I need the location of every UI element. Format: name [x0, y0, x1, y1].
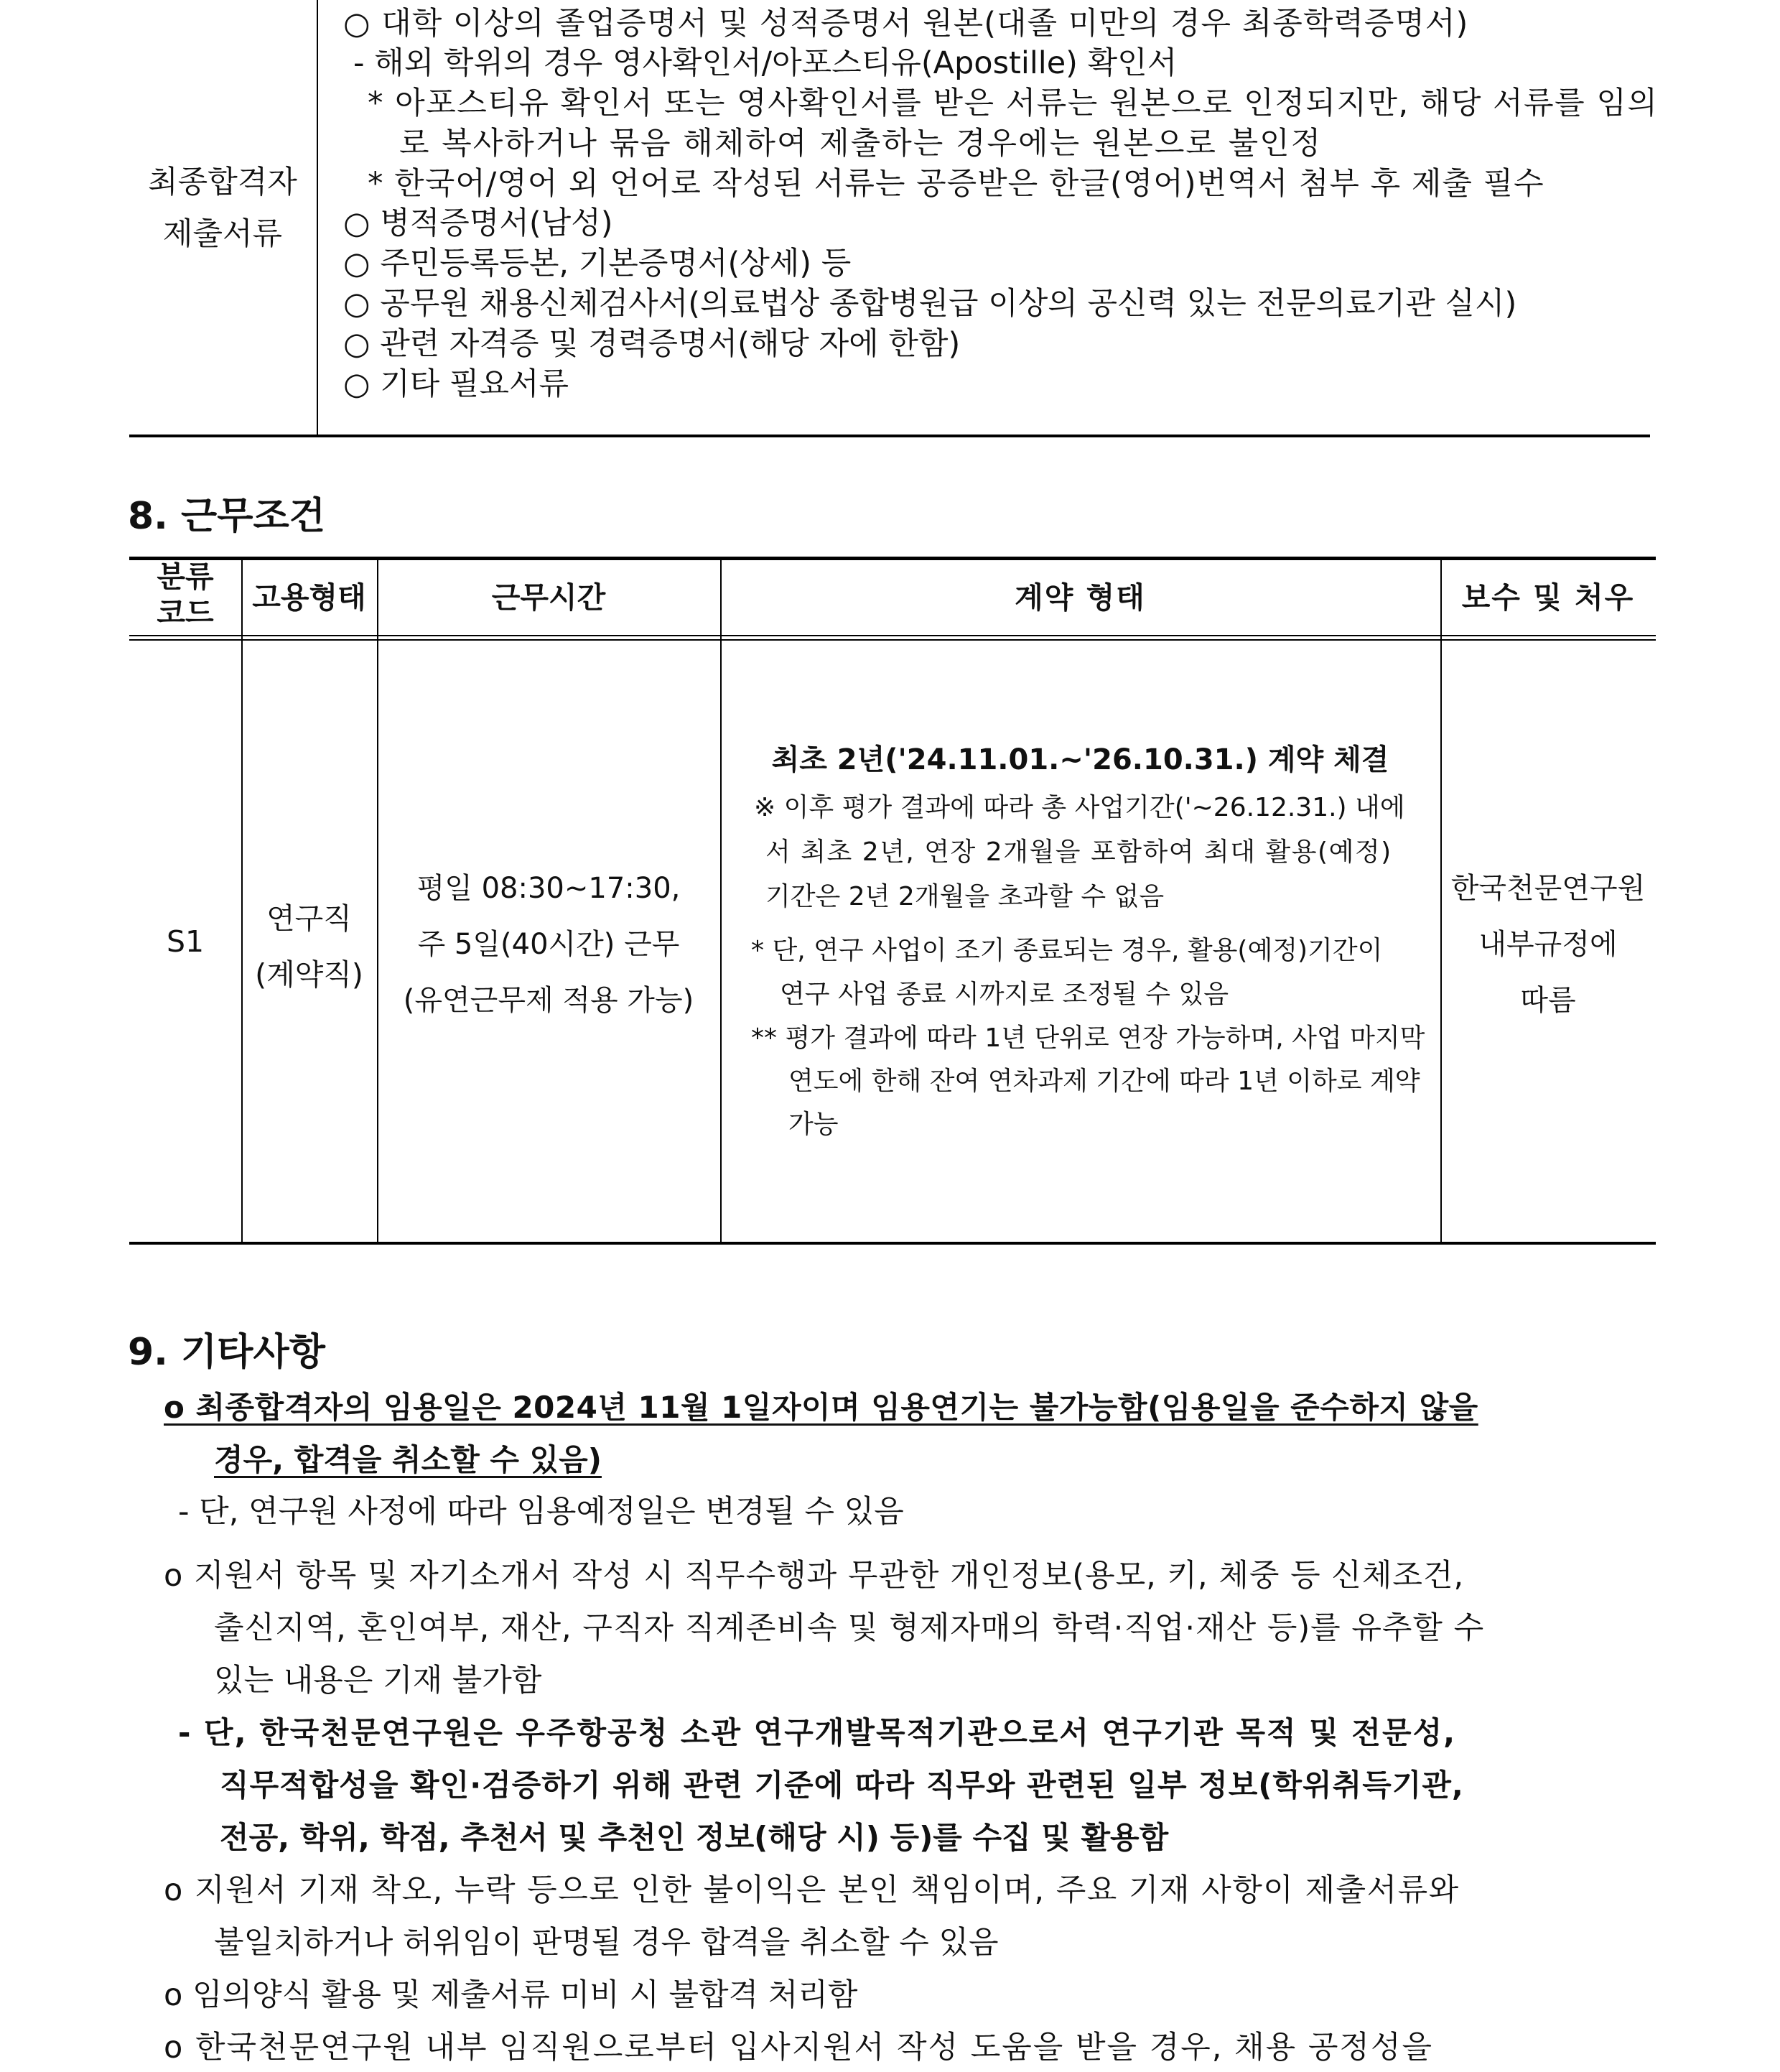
notice-line: o 임의양식 활용 및 제출서류 미비 시 불합격 처리함: [164, 1977, 858, 2013]
table8-bottom-rule: [129, 1242, 1656, 1245]
section9-heading: 9. 기타사항: [128, 1331, 325, 1374]
table8-header-pay: [1440, 577, 1656, 618]
header-code-line1: 분류: [157, 559, 214, 594]
cell-hours-line3: (유연근무제 적용 가능): [403, 984, 694, 1017]
notice-line: 출신지역, 혼인여부, 재산, 구직자 직계존비속 및 형제자매의 학력·직업·재산 등)를 유추할 수: [214, 1610, 1485, 1646]
table8-col-divider: [720, 559, 722, 1243]
table8-top-rule: [129, 557, 1656, 560]
notice-line: 불일치하거나 허위임이 판명될 경우 합격을 취소할 수 있음: [214, 1925, 999, 1961]
cell-hours-line1: 평일 08:30~17:30,: [416, 872, 681, 905]
contract-title-text: 최초 2년('24.11.01.~'26.10.31.) 계약 체결: [771, 743, 1389, 776]
header-pay-text: 보수 및 처우: [1461, 580, 1635, 615]
notice-line: - 단, 한국천문연구원은 우주항공청 소관 연구개발목적기관으로서 연구기관 목적 및 전문성,: [178, 1715, 1457, 1750]
contract-line: 연도에 한해 잔여 연차과제 기간에 따라 1년 이하로 계약: [788, 1067, 1420, 1096]
cell-hours-line2: 주 5일(40시간) 근무: [417, 928, 680, 961]
contract-line: ※ 이후 평가 결과에 따라 총 사업기간('~26.12.31.) 내에: [754, 793, 1405, 822]
notice-line: o 지원서 기재 착오, 누락 등으로 인한 불이익은 본인 책임이며, 주요 기재 사항이 제출서류와: [164, 1872, 1460, 1908]
documents-item: ○ 관련 자격증 및 경력증명서(해당 자에 한함): [343, 326, 961, 362]
cell-pay-line2: 내부규정에: [1478, 928, 1618, 961]
documents-label-line2: 제출서류: [162, 216, 283, 252]
documents-item: ○ 공무원 채용신체검사서(의료법상 종합병원급 이상의 공신력 있는 전문의료기관 실시): [343, 286, 1517, 322]
contract-line: 서 최초 2년, 연장 2개월을 포함하여 최대 활용(예정): [765, 837, 1392, 867]
table8-cell-contract-title: [720, 740, 1440, 780]
table8-cell-employment: [241, 891, 377, 1003]
table8-cell-code: [129, 921, 241, 962]
table8-header-rule-2: [129, 639, 1656, 641]
table8-cell-pay: [1440, 860, 1656, 1028]
documents-item: ○ 대학 이상의 졸업증명서 및 성적증명서 원본(대졸 미만의 경우 최종학력증명서): [343, 6, 1469, 42]
contract-line: * 단, 연구 사업이 조기 종료되는 경우, 활용(예정)기간이: [751, 936, 1383, 965]
cell-pay-line3: 따름: [1520, 984, 1576, 1017]
header-code-line2: 코드: [157, 595, 214, 630]
cell-employment-line1: 연구직: [266, 901, 352, 936]
notice-line: 경우, 합격을 취소할 수 있음): [214, 1442, 602, 1477]
documents-label: [129, 157, 316, 260]
table8-header-employment: [241, 577, 377, 618]
documents-item: ○ 병적증명서(남성): [343, 205, 613, 241]
documents-item: ○ 주민등록등본, 기본증명서(상세) 등: [343, 246, 852, 282]
section8-heading: 8. 근무조건: [128, 495, 325, 538]
header-hours-text: 근무시간: [491, 580, 606, 615]
table8-header-code: [129, 559, 241, 631]
header-employment-text: 고용형태: [252, 580, 366, 615]
cell-employment-line2: (계약직): [255, 957, 363, 992]
documents-item: * 아포스티유 확인서 또는 영사확인서를 받은 서류는 원본으로 인정되지만, 해당 서류를 임의: [368, 85, 1659, 121]
documents-item: ○ 기타 필요서류: [343, 366, 569, 402]
notice-line: 직무적합성을 확인·검증하기 위해 관련 기준에 따라 직무와 관련된 일부 정보(학위취득기관,: [220, 1767, 1464, 1803]
documents-item: - 해외 학위의 경우 영사확인서/아포스티유(Apostille) 확인서: [353, 45, 1178, 81]
documents-label-line1: 최종합격자: [148, 164, 297, 200]
notice-line: 전공, 학위, 학점, 추천서 및 추천인 정보(해당 시) 등)를 수집 및 활용함: [220, 1820, 1169, 1855]
notice-line: o 지원서 항목 및 자기소개서 작성 시 직무수행과 무관한 개인정보(용모, 키, 체중 등 신체조건,: [164, 1558, 1465, 1594]
notice-line: o 최종합격자의 임용일은 2024년 11월 1일자이며 임용연기는 불가능함(임용일을 준수하지 않을: [164, 1390, 1478, 1425]
contract-line: ** 평가 결과에 따라 1년 단위로 연장 가능하며, 사업 마지막: [751, 1023, 1425, 1053]
table8-header-hours: [377, 577, 720, 618]
documents-divider: [317, 0, 318, 436]
notice-line: o 한국천문연구원 내부 임직원으로부터 입사지원서 작성 도움을 받을 경우, 채용 공정성을: [164, 2030, 1434, 2066]
notice-line: - 단, 연구원 사정에 따라 임용예정일은 변경될 수 있음: [178, 1494, 904, 1530]
table8-cell-hours: [377, 860, 720, 1028]
contract-line: 연구 사업 종료 시까지로 조정될 수 있음: [780, 980, 1229, 1009]
header-contract-text: 계약 형태: [1015, 580, 1146, 615]
contract-line: 기간은 2년 2개월을 초과할 수 없음: [765, 882, 1165, 911]
table8-header-contract: [720, 577, 1440, 618]
table8-header-rule-1: [129, 635, 1656, 636]
cell-code-text: S1: [166, 924, 205, 959]
documents-item: * 한국어/영어 외 언어로 작성된 서류는 공증받은 한글(영어)번역서 첨부 후 제출 필수: [368, 166, 1544, 202]
documents-bottom-rule: [129, 435, 1650, 437]
cell-pay-line1: 한국천문연구원: [1450, 872, 1646, 905]
documents-item: 로 복사하거나 묶음 해체하여 제출하는 경우에는 원본으로 불인정: [399, 126, 1323, 162]
notice-line: 있는 내용은 기재 불가함: [214, 1663, 542, 1699]
contract-line: 가능: [788, 1110, 839, 1139]
